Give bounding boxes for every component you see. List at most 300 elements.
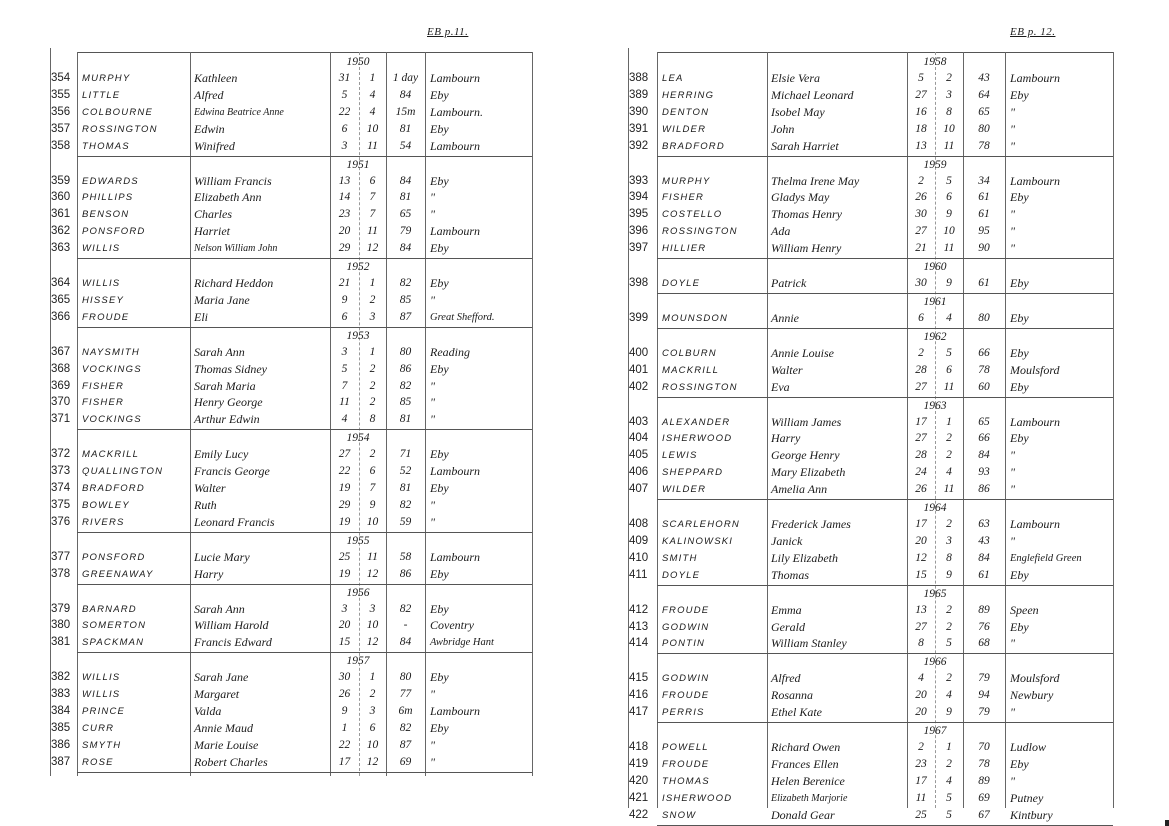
register-entry bbox=[0, 292, 1169, 309]
given-names: Eva bbox=[771, 379, 790, 394]
death-day: 13 bbox=[338, 174, 351, 187]
age: 78 bbox=[978, 139, 990, 152]
death-month: 2 bbox=[946, 672, 952, 685]
death-month: 7 bbox=[369, 191, 376, 204]
year-separator bbox=[657, 156, 1113, 157]
register-entry bbox=[0, 362, 1169, 379]
given-names: Lucie Mary bbox=[194, 549, 250, 564]
table-top-border bbox=[77, 52, 532, 53]
abode: " bbox=[430, 737, 436, 752]
surname: WILLIS bbox=[82, 672, 121, 684]
age: 84 bbox=[399, 636, 412, 649]
given-names: Elizabeth Marjorie bbox=[771, 792, 848, 804]
entry-number: 409 bbox=[629, 534, 649, 547]
death-month: 10 bbox=[366, 738, 379, 751]
abode: Eby bbox=[430, 481, 449, 495]
surname: NAYSMITH bbox=[82, 346, 140, 358]
abode: Moulsford bbox=[1010, 671, 1060, 686]
death-month: 10 bbox=[943, 225, 955, 238]
given-names: William Francis bbox=[194, 173, 272, 188]
age: 54 bbox=[399, 139, 412, 152]
given-names: William Harold bbox=[194, 618, 269, 633]
death-day: 22 bbox=[338, 465, 351, 478]
age: 82 bbox=[399, 498, 412, 511]
surname: BARNARD bbox=[82, 603, 137, 615]
entry-number: 407 bbox=[629, 483, 649, 496]
surname: EDWARDS bbox=[82, 175, 139, 187]
given-names: Lily Elizabeth bbox=[771, 550, 838, 565]
death-month: 8 bbox=[946, 551, 952, 564]
left-page-label: EB p.11. bbox=[427, 26, 469, 38]
age: 94 bbox=[978, 689, 990, 702]
year-heading: 1965 bbox=[923, 587, 947, 600]
death-month: 4 bbox=[369, 105, 376, 118]
register-entry bbox=[0, 567, 1169, 584]
entry-number: 399 bbox=[629, 311, 649, 324]
given-names: Annie Maud bbox=[194, 720, 253, 735]
abode: " bbox=[430, 754, 436, 769]
entry-number: 388 bbox=[629, 72, 649, 84]
abode: Eby bbox=[430, 241, 449, 256]
register-entry bbox=[0, 240, 1169, 257]
death-day: 20 bbox=[915, 534, 927, 547]
death-day: 9 bbox=[341, 705, 348, 717]
year-heading: 1955 bbox=[346, 534, 370, 547]
entry-number: 414 bbox=[629, 637, 649, 650]
given-names: Annie bbox=[771, 310, 799, 325]
death-month: 10 bbox=[943, 122, 955, 135]
abode: Ludlow bbox=[1010, 740, 1047, 754]
age: 71 bbox=[399, 448, 412, 461]
given-names: Thomas Sidney bbox=[194, 361, 267, 376]
register-entry bbox=[0, 310, 1169, 327]
death-day: 9 bbox=[341, 293, 348, 306]
abode: Eby bbox=[1010, 345, 1029, 360]
year-separator bbox=[77, 258, 532, 259]
death-month: 2 bbox=[369, 293, 376, 306]
death-month: 10 bbox=[366, 619, 379, 632]
register-entry bbox=[0, 756, 1169, 773]
death-day: 1 bbox=[341, 721, 348, 734]
given-names: Emily Lucy bbox=[194, 447, 249, 462]
entry-number: 406 bbox=[629, 466, 649, 479]
register-entry bbox=[0, 464, 1169, 481]
abode: Eby bbox=[430, 121, 449, 136]
surname: FROUDE bbox=[82, 311, 130, 323]
entry-number: 360 bbox=[51, 191, 71, 204]
abode: Eby bbox=[1010, 310, 1029, 325]
given-names: Ada bbox=[771, 224, 791, 239]
death-day: 3 bbox=[341, 345, 348, 358]
entry-number: 396 bbox=[629, 225, 649, 238]
year-separator bbox=[657, 499, 1113, 500]
age: 69 bbox=[399, 755, 412, 768]
given-names: Sarah Ann bbox=[194, 601, 245, 616]
age: 80 bbox=[399, 345, 412, 358]
death-day: 21 bbox=[338, 277, 351, 289]
abode: Putney bbox=[1010, 790, 1044, 805]
year-heading: 1950 bbox=[346, 56, 370, 68]
given-names: Marie Louise bbox=[194, 737, 259, 752]
year-heading: 1952 bbox=[346, 261, 370, 273]
given-names: Valda bbox=[194, 704, 222, 718]
abode: Eby bbox=[1010, 431, 1029, 446]
given-names: Eli bbox=[194, 309, 208, 324]
register-entry bbox=[0, 807, 1169, 824]
age: 82 bbox=[399, 379, 412, 392]
surname: GREENAWAY bbox=[82, 568, 154, 580]
entry-number: 364 bbox=[51, 277, 71, 289]
death-month: 2 bbox=[946, 518, 952, 530]
death-day: 7 bbox=[341, 379, 348, 392]
entry-number: 378 bbox=[51, 567, 71, 580]
surname: COLBURN bbox=[662, 347, 717, 359]
abode: Lambourn bbox=[1010, 173, 1061, 188]
death-month: 9 bbox=[946, 208, 952, 221]
surname: COLBOURNE bbox=[82, 106, 153, 118]
given-names: Nelson William John bbox=[194, 243, 278, 255]
death-day: 31 bbox=[338, 72, 351, 84]
death-day: 2 bbox=[918, 174, 924, 187]
abode: Eby bbox=[430, 276, 449, 290]
death-day: 6 bbox=[341, 310, 348, 323]
abode: Coventry bbox=[430, 618, 474, 633]
death-month: 4 bbox=[946, 466, 952, 479]
given-names: Elsie Vera bbox=[771, 71, 820, 85]
entry-number: 403 bbox=[629, 415, 649, 428]
entry-number: 390 bbox=[629, 105, 649, 118]
given-names: Sarah Ann bbox=[194, 344, 245, 359]
age: 61 bbox=[978, 208, 990, 221]
given-names: Ethel Kate bbox=[771, 705, 822, 720]
surname: PONSFORD bbox=[82, 551, 146, 563]
age: 66 bbox=[978, 346, 990, 359]
abode: Eby bbox=[1010, 567, 1029, 582]
abode: " bbox=[1010, 121, 1016, 136]
abode: Eby bbox=[1010, 276, 1029, 290]
surname: FISHER bbox=[82, 397, 125, 409]
death-day: 27 bbox=[338, 448, 351, 461]
abode: Lambourn bbox=[1010, 414, 1061, 429]
death-day: 22 bbox=[338, 105, 351, 118]
given-names: Edwina Beatrice Anne bbox=[194, 106, 284, 118]
death-month: 1 bbox=[369, 671, 376, 684]
surname: SMITH bbox=[662, 552, 698, 564]
given-names: Donald Gear bbox=[771, 807, 835, 822]
entry-number: 411 bbox=[629, 568, 648, 581]
abode: Eby bbox=[430, 720, 449, 735]
age: 6m bbox=[398, 705, 413, 717]
entry-number: 408 bbox=[629, 518, 649, 530]
entry-number: 410 bbox=[629, 551, 649, 564]
given-names: Walter bbox=[194, 481, 226, 495]
year-heading: 1963 bbox=[923, 399, 947, 412]
death-month: 2 bbox=[369, 379, 376, 392]
entry-number: 418 bbox=[629, 741, 649, 753]
death-day: 26 bbox=[915, 191, 927, 204]
register-entry bbox=[0, 533, 1169, 550]
entry-number: 405 bbox=[629, 449, 649, 462]
surname: WILLIS bbox=[82, 243, 121, 255]
age: 82 bbox=[399, 721, 412, 734]
entry-number: 356 bbox=[51, 105, 71, 118]
abode: Lambourn bbox=[430, 464, 481, 479]
abode: Eby bbox=[430, 361, 449, 376]
abode: " bbox=[1010, 533, 1016, 548]
surname: ROSE bbox=[82, 756, 114, 768]
surname: PONSFORD bbox=[82, 226, 146, 238]
given-names: Mary Elizabeth bbox=[771, 465, 846, 480]
given-names: Janick bbox=[771, 533, 803, 548]
age: 84 bbox=[399, 242, 412, 255]
year-heading: 1962 bbox=[923, 330, 947, 343]
entry-number: 394 bbox=[629, 191, 649, 204]
age: 61 bbox=[978, 277, 990, 289]
death-month: 12 bbox=[366, 755, 379, 768]
death-day: 16 bbox=[915, 105, 927, 118]
entry-number: 359 bbox=[51, 174, 71, 187]
surname: MURPHY bbox=[82, 73, 131, 84]
right-page-label: EB p. 12. bbox=[1010, 26, 1056, 38]
abode: Eby bbox=[430, 173, 449, 188]
register-entry bbox=[0, 704, 1169, 721]
death-month: 4 bbox=[946, 689, 952, 702]
surname: GODWIN bbox=[662, 673, 710, 685]
age: 84 bbox=[978, 449, 990, 462]
surname: ISHERWOOD bbox=[662, 433, 733, 445]
given-names: Maria Jane bbox=[194, 292, 250, 307]
death-month: 1 bbox=[946, 415, 952, 428]
abode: Awbridge Hant bbox=[430, 637, 494, 649]
entry-number: 413 bbox=[629, 620, 649, 633]
register-entry bbox=[0, 602, 1169, 619]
entry-number: 377 bbox=[51, 550, 71, 563]
given-names: Emma bbox=[771, 602, 802, 617]
entry-number: 363 bbox=[51, 242, 71, 255]
age: 68 bbox=[978, 637, 990, 650]
death-day: 27 bbox=[915, 225, 927, 238]
death-day: 17 bbox=[338, 755, 351, 768]
surname: DOYLE bbox=[662, 278, 701, 289]
death-month: 2 bbox=[369, 448, 376, 461]
death-month: 12 bbox=[366, 242, 379, 255]
age: 69 bbox=[978, 791, 990, 804]
register-entry bbox=[0, 635, 1169, 652]
year-separator bbox=[657, 585, 1113, 586]
abode: " bbox=[1010, 482, 1016, 497]
abode: Reading bbox=[430, 344, 470, 359]
age: 34 bbox=[978, 174, 990, 187]
year-separator bbox=[657, 653, 1113, 654]
death-month: 11 bbox=[943, 380, 955, 393]
abode: " bbox=[1010, 241, 1016, 256]
surname: HISSEY bbox=[82, 294, 125, 306]
death-day: 30 bbox=[915, 208, 927, 221]
death-month: 2 bbox=[946, 757, 952, 770]
entry-number: 382 bbox=[51, 671, 71, 684]
surname: QUALLINGTON bbox=[82, 466, 164, 478]
death-month: 9 bbox=[369, 498, 376, 511]
year-heading: 1956 bbox=[346, 586, 370, 599]
surname: GODWIN bbox=[662, 621, 710, 633]
year-heading: 1960 bbox=[923, 261, 947, 273]
surname: BENSON bbox=[82, 209, 130, 221]
abode: Eby bbox=[430, 447, 449, 462]
death-month: 5 bbox=[946, 174, 952, 187]
year-heading: 1958 bbox=[923, 56, 947, 68]
death-day: 20 bbox=[338, 619, 351, 632]
abode: Eby bbox=[430, 87, 449, 102]
entry-number: 381 bbox=[51, 636, 71, 649]
abode: Lambourn. bbox=[430, 104, 484, 119]
death-month: 11 bbox=[367, 550, 378, 563]
surname: PHILLIPS bbox=[82, 192, 134, 204]
death-month: 8 bbox=[369, 413, 376, 426]
abode: Moulsford bbox=[1010, 362, 1060, 377]
surname: THOMAS bbox=[662, 775, 710, 787]
surname: LEA bbox=[662, 73, 684, 84]
death-month: 11 bbox=[943, 483, 955, 496]
death-day: 4 bbox=[341, 413, 348, 426]
given-names: William James bbox=[771, 414, 842, 429]
register-entry bbox=[0, 121, 1169, 138]
given-names: Amelia Ann bbox=[771, 482, 828, 497]
given-names: Elizabeth Ann bbox=[194, 190, 262, 205]
abode: " bbox=[430, 514, 436, 529]
year-heading: 1953 bbox=[346, 329, 370, 342]
given-names: Sarah Maria bbox=[194, 378, 256, 393]
given-names: Charles bbox=[194, 207, 233, 222]
death-day: 4 bbox=[918, 672, 924, 685]
death-month: 2 bbox=[946, 620, 952, 633]
death-month: 6 bbox=[946, 191, 952, 204]
abode: Eby bbox=[430, 670, 449, 685]
age: 84 bbox=[978, 551, 990, 564]
register-entry bbox=[0, 739, 1169, 756]
entry-number: 379 bbox=[51, 602, 71, 615]
age: 86 bbox=[978, 483, 990, 496]
death-month: 7 bbox=[369, 208, 376, 221]
surname: BRADFORD bbox=[662, 140, 725, 152]
age: 52 bbox=[399, 465, 412, 478]
abode: " bbox=[1010, 138, 1016, 153]
age: 80 bbox=[399, 671, 412, 684]
age: 63 bbox=[978, 518, 990, 530]
age: 84 bbox=[399, 174, 412, 187]
surname: ROSSINGTON bbox=[82, 123, 158, 135]
death-day: 19 bbox=[338, 515, 351, 528]
death-month: 6 bbox=[369, 465, 376, 478]
abode: " bbox=[430, 497, 436, 512]
age: 77 bbox=[399, 688, 412, 701]
year-separator bbox=[657, 328, 1113, 329]
given-names: Walter bbox=[771, 362, 803, 377]
death-day: 12 bbox=[915, 551, 927, 564]
death-day: 30 bbox=[338, 671, 351, 684]
surname: MOUNSDON bbox=[662, 312, 729, 324]
death-month: 9 bbox=[946, 706, 952, 719]
death-day: 27 bbox=[915, 88, 927, 101]
entry-number: 398 bbox=[629, 277, 649, 289]
abode: " bbox=[1010, 448, 1016, 463]
entry-number: 368 bbox=[51, 362, 71, 375]
given-names: Thomas bbox=[771, 567, 810, 582]
age: 59 bbox=[399, 515, 412, 528]
register-entry bbox=[0, 619, 1169, 636]
entry-number: 400 bbox=[629, 346, 649, 359]
death-month: 8 bbox=[946, 105, 952, 118]
death-day: 3 bbox=[341, 602, 348, 615]
entry-number: 422 bbox=[629, 808, 649, 821]
entry-number: 355 bbox=[51, 88, 71, 101]
surname: BRADFORD bbox=[82, 483, 145, 494]
age: 79 bbox=[978, 672, 990, 685]
entry-number: 374 bbox=[51, 482, 71, 494]
age: 85 bbox=[399, 293, 412, 306]
register-entry bbox=[0, 414, 1169, 431]
surname: ROSSINGTON bbox=[662, 381, 738, 393]
age: 84 bbox=[399, 88, 412, 101]
age: 65 bbox=[399, 208, 412, 221]
age: 80 bbox=[978, 311, 990, 324]
abode: " bbox=[1010, 773, 1016, 788]
age: 87 bbox=[399, 738, 412, 751]
age: 78 bbox=[978, 363, 990, 376]
age: 66 bbox=[978, 432, 990, 445]
death-month: 5 bbox=[946, 791, 952, 804]
death-day: 25 bbox=[338, 550, 351, 563]
given-names: Edwin bbox=[194, 121, 225, 136]
death-day: 26 bbox=[915, 483, 927, 496]
death-month: 2 bbox=[369, 396, 376, 409]
register-entry bbox=[0, 173, 1169, 190]
given-names: John bbox=[771, 121, 795, 136]
death-month: 7 bbox=[369, 482, 376, 494]
entry-number: 367 bbox=[51, 345, 71, 358]
death-month: 5 bbox=[946, 808, 952, 821]
surname: SOMERTON bbox=[82, 620, 147, 632]
register-entry bbox=[0, 773, 1169, 790]
entry-number: 402 bbox=[629, 380, 649, 393]
death-month: 1 bbox=[369, 72, 376, 84]
death-day: 2 bbox=[918, 741, 924, 753]
surname: BOWLEY bbox=[82, 499, 130, 511]
death-month: 2 bbox=[369, 688, 376, 701]
death-day: 28 bbox=[915, 449, 927, 462]
death-day: 20 bbox=[915, 689, 927, 702]
register-entry bbox=[0, 138, 1169, 155]
age: 82 bbox=[399, 277, 412, 289]
death-month: 11 bbox=[943, 242, 955, 255]
age: 85 bbox=[399, 396, 412, 409]
surname: VOCKINGS bbox=[82, 363, 142, 375]
year-heading: 1961 bbox=[923, 295, 947, 308]
surname: HERRING bbox=[662, 89, 715, 101]
surname: ALEXANDER bbox=[662, 416, 731, 428]
age: 61 bbox=[978, 191, 990, 204]
death-month: 1 bbox=[369, 277, 376, 289]
death-month: 3 bbox=[369, 310, 376, 323]
age: 90 bbox=[978, 242, 990, 255]
register-entry bbox=[0, 670, 1169, 687]
death-day: 6 bbox=[918, 311, 924, 324]
death-day: 13 bbox=[915, 603, 927, 616]
death-day: 29 bbox=[338, 242, 351, 255]
entry-number: 354 bbox=[51, 72, 71, 84]
death-month: 3 bbox=[369, 602, 376, 615]
register-entry bbox=[0, 206, 1169, 223]
given-names: Frederick James bbox=[771, 517, 851, 531]
